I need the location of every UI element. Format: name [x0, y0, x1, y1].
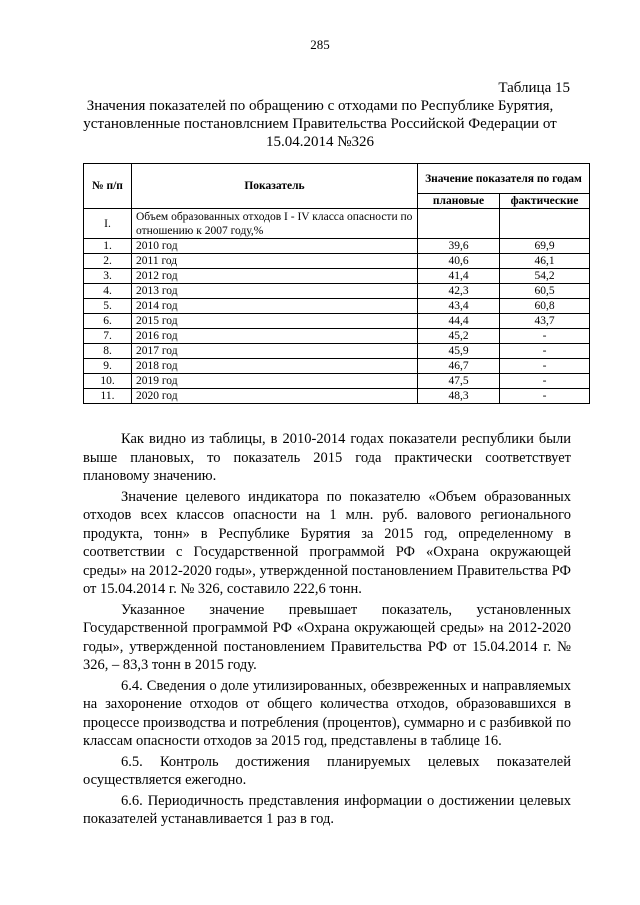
body-text — [83, 430, 571, 831]
row-planned: 40,6 — [418, 254, 500, 269]
row-planned: 43,4 — [418, 299, 500, 314]
row-year: 2013 год — [132, 284, 418, 299]
section-title: Объем образованных отходов I - IV класса опасности по отношению к 2007 году,% — [132, 209, 418, 239]
row-planned: 41,4 — [418, 269, 500, 284]
row-actual: - — [500, 359, 590, 374]
row-num: 10. — [84, 374, 132, 389]
row-actual: 69,9 — [500, 239, 590, 254]
row-planned: 45,2 — [418, 329, 500, 344]
table-row — [84, 284, 590, 299]
row-year: 2010 год — [132, 239, 418, 254]
page-number: 285 — [310, 37, 330, 52]
row-year: 2019 год — [132, 374, 418, 389]
row-planned: 42,3 — [418, 284, 500, 299]
table-row — [84, 239, 590, 254]
paragraph: 6.6. Периодичность представления информации о достижении целевых показателей устанавливается 1 раз в год. — [83, 792, 571, 827]
row-year: 2017 год — [132, 344, 418, 359]
header-actual: фактические — [500, 194, 590, 209]
row-year: 2014 год — [132, 299, 418, 314]
row-actual: 43,7 — [500, 314, 590, 329]
row-planned: 39,6 — [418, 239, 500, 254]
row-year: 2020 год — [132, 389, 418, 404]
row-year: 2018 год — [132, 359, 418, 374]
table-row — [84, 359, 590, 374]
paragraph: Указанное значение превышает показатель, установленных Государственной программой РФ «Охрана окружающей среды» на 2012-2020 годы», утвержденной постановлением Правительства РФ от 15.04.2014 г. № 326, – 83,3 тонн в 2015 году. — [83, 601, 571, 673]
paragraph: 6.5. Контроль достижения планируемых целевых показателей осуществляется ежегодно. — [83, 753, 571, 788]
table-row — [84, 389, 590, 404]
table-caption: Значения показателей по обращению с отходами по Республике Бурятия, установленные постановлснием Правительства Российской Федерации от 15.04.2014 №326 — [83, 98, 557, 150]
row-num: 8. — [84, 344, 132, 359]
header-indicator: Показатель — [132, 164, 418, 209]
row-num: 1. — [84, 239, 132, 254]
table-row — [84, 374, 590, 389]
section-actual-cell — [500, 209, 590, 239]
table-label: Таблица 15 — [498, 80, 570, 96]
row-num: 3. — [84, 269, 132, 284]
row-num: 11. — [84, 389, 132, 404]
row-actual: - — [500, 389, 590, 404]
table-row — [84, 299, 590, 314]
table-section-row — [84, 209, 590, 239]
row-planned: 44,4 — [418, 314, 500, 329]
row-actual: - — [500, 374, 590, 389]
row-actual: 60,8 — [500, 299, 590, 314]
table-row — [84, 344, 590, 359]
row-actual: 54,2 — [500, 269, 590, 284]
row-planned: 48,3 — [418, 389, 500, 404]
row-year: 2016 год — [132, 329, 418, 344]
row-num: 4. — [84, 284, 132, 299]
table-row — [84, 254, 590, 269]
row-planned: 45,9 — [418, 344, 500, 359]
row-year: 2015 год — [132, 314, 418, 329]
row-planned: 47,5 — [418, 374, 500, 389]
row-actual: 60,5 — [500, 284, 590, 299]
table-row — [84, 269, 590, 284]
row-planned: 46,7 — [418, 359, 500, 374]
table-body — [84, 209, 590, 404]
header-num: № п/п — [84, 164, 132, 209]
row-actual: - — [500, 329, 590, 344]
row-year: 2012 год — [132, 269, 418, 284]
section-planned-cell — [418, 209, 500, 239]
row-actual: 46,1 — [500, 254, 590, 269]
row-num: 6. — [84, 314, 132, 329]
table-row — [84, 314, 590, 329]
paragraph: Значение целевого индикатора по показателю «Объем образованных отходов всех классов опасности на 1 млн. руб. валового регионального продукта, тонн» в Республике Бурятия за 2015 год, определенному в соответствии с Государственной программой РФ «Охрана окружающей среды» на 2012-2020 годы», утвержденной постановлением Правительства РФ от 15.04.2014 г. № 326, составило 222,6 тонн. — [83, 488, 571, 597]
row-actual: - — [500, 344, 590, 359]
row-num: 9. — [84, 359, 132, 374]
header-planned: плановые — [418, 194, 500, 209]
row-num: 7. — [84, 329, 132, 344]
paragraph: 6.4. Сведения о доле утилизированных, обезвреженных и направляемых на захоронение отходов от общего количества отходов, образовавшихся в процессе производства и потребления (процентов), суммарно и с разбивкой по классам опасности отходов за 2015 год, представлены в таблице 16. — [83, 677, 571, 749]
section-num: I. — [84, 209, 132, 239]
indicators-table — [83, 163, 590, 404]
row-num: 5. — [84, 299, 132, 314]
row-year: 2011 год — [132, 254, 418, 269]
row-num: 2. — [84, 254, 132, 269]
header-value-group: Значение показателя по годам — [418, 164, 590, 194]
table-row — [84, 329, 590, 344]
paragraph: Как видно из таблицы, в 2010-2014 годах показатели республики были выше плановых, то показатель 2015 года практически соответствует плановому значению. — [83, 431, 571, 484]
